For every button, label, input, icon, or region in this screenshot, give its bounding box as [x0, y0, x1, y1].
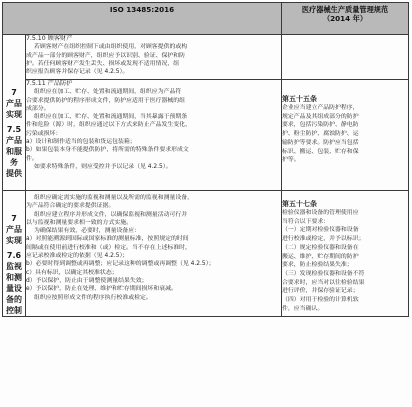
section-word: 产品	[6, 136, 22, 145]
comparison-table	[2, 2, 409, 317]
clause-text-line: b）必要时得到调整或再调整；应记录这种的调整或再调整（见 4.2.5）；	[26, 261, 215, 268]
iso-clause-7-5-10	[26, 35, 282, 80]
section-word: 务	[10, 158, 18, 167]
iso-clause-7-5-11	[26, 80, 282, 191]
table-row	[3, 80, 409, 191]
article-text-line: 要求，防止检验结果失准；	[282, 262, 353, 269]
section-word: 控制	[6, 306, 22, 315]
section-word: 实现	[6, 110, 22, 119]
section-word: 量设	[6, 284, 22, 293]
article-text-line: （二）规定检验仪器和设备在	[282, 244, 359, 251]
article-text-line: 护等。	[282, 157, 300, 164]
section-word: 产品	[6, 225, 22, 234]
clause-text-line: 护。若任何顾客财产发生丢失、损坏或发现不适用情况，组	[26, 60, 180, 67]
section-word: 产品	[6, 99, 22, 108]
section-number: 7	[11, 88, 17, 97]
article-text-line: 企业应当建立产品防护程序，	[282, 105, 359, 111]
clause-text-line: a）对照能溯源到国际或国家标准的测量标准，按照规定的时间	[26, 236, 189, 243]
article-text-line: 当符合以下要求：	[282, 218, 330, 225]
article-title: 第五十五条	[282, 95, 318, 103]
table-header-row	[3, 3, 409, 35]
gmp-title-line1: 医疗器械生产质量管理规范	[301, 5, 389, 14]
clause-text-line: 织应报告顾客并保存记录（见 4.2.5）。	[26, 69, 129, 76]
gmp-empty-cell	[282, 35, 409, 80]
article-text-line: 输防护等要求。防护应当包括	[282, 139, 359, 146]
clause-heading: 7.5.10 顾客财产	[26, 35, 73, 42]
clause-text-line: 为产品符合确定的要求提供证据。	[26, 203, 115, 210]
clause-text-line: 组织应确定需实施的监视和测量以及所需的监视和测量设备，	[34, 195, 194, 201]
clause-text-line: 组织应建立程序并形成文件，以确保监视和测量活动可行并	[34, 211, 188, 218]
clause-heading: 7.5.11 产品防护	[26, 80, 73, 87]
article-title: 第五十七条	[282, 200, 318, 208]
clause-text-line: d）予以保护，防止由于调整使测量结果失效；	[26, 277, 148, 284]
clause-text-line: c）具有标识，以确定其校准状态；	[26, 269, 118, 276]
section-word: 和服	[6, 147, 22, 156]
article-text-line: 规定产品及其组成部分的防护	[282, 113, 359, 120]
clause-text-line: 件。	[26, 155, 38, 162]
section-word: 和测	[6, 273, 22, 282]
clause-text-line: 成产品一部分的顾客财产，组织应予以识别、验证、保护和防	[26, 52, 186, 59]
article-text-line: （一）定期对检验仪器和设备	[282, 227, 359, 234]
section-number: 7.5	[6, 125, 22, 134]
table-row	[3, 191, 409, 317]
clause-text-line: 合要求提供防护的程序形成文件，防护应适用于医疗器械的组	[26, 97, 186, 104]
section-number: 7.6	[6, 251, 22, 260]
clause-text-line: 若顾客财产在组织控制下或由组织使用，对顾客提供的或构	[34, 44, 188, 51]
clause-text-line: 组织应按照形成文件的程序执行校准或检定。	[34, 294, 152, 301]
section-label-7-5	[3, 35, 26, 191]
gmp-article-55	[282, 80, 409, 191]
clause-text-line: 应记录校准或检定的依据（见 4.2.5）；	[26, 253, 129, 260]
clause-text-line: 件和危险（源）时，组织应通过以下方式来防止产品发生变化、	[26, 122, 191, 129]
article-text-line: 护、粉尘防护、腐蚀防护、运	[282, 131, 359, 138]
article-text-line: 检验仪器和设备的管理使用应	[282, 210, 359, 216]
clause-text-line: 污染或损坏：	[26, 130, 62, 137]
section-number: 7	[11, 214, 17, 223]
article-text-line: （四）对用于检验的计算机软	[282, 297, 359, 304]
gmp-title-line2: （2014 年）	[322, 14, 368, 23]
clause-text-line: a）设计和制作适当的包装和货运包装箱；	[26, 139, 136, 146]
clause-text-line: 组织应在加工、贮存、处置和流通期间，组织应为产品符	[34, 89, 182, 96]
iso-title: ISO 13485:2016	[109, 5, 175, 14]
gmp-article-57	[282, 191, 409, 317]
article-text-line: 要求，包括污染防护、静电防	[282, 122, 359, 129]
article-text-line: 进行评价，并保存验证记录；	[282, 288, 359, 295]
section-word: 备的	[6, 295, 22, 304]
section-word: 监视	[6, 262, 22, 271]
article-text-line: 合要求时，应当对以往检验结果	[282, 279, 365, 286]
article-text-line: 进行校准或检定，并予以标识；	[282, 236, 365, 243]
section-word: 提供	[6, 169, 22, 178]
clause-text-line: 为确保结果有效，必要时，测量设备应：	[34, 228, 141, 235]
article-text-line: （三）发现检验仪器和设备不符	[282, 270, 365, 277]
clause-text-line: 间隔或在使用前进行校准和（或）检定。当不存在上述标准时，	[26, 244, 191, 251]
section-word: 实现	[6, 236, 22, 245]
clause-text-line: 如要求特殊条件，则应受控并予以记录（见 4.2.5）。	[34, 163, 172, 170]
table-row	[3, 35, 409, 80]
clause-text-line: e）予以保护，防止在处理、维护和贮存期间损坏和衰减。	[26, 286, 177, 293]
clause-text-line: 以与监视和测量要求相一致的方式实施。	[26, 219, 133, 226]
article-text-line: 标识、搬运、包装、贮存和保	[282, 148, 359, 155]
clause-text-line: 成部分。	[26, 105, 50, 112]
iso-clause-7-6	[26, 191, 282, 317]
gmp-column-header	[282, 3, 409, 35]
article-text-line: 件，应当确认。	[282, 305, 324, 312]
article-text-line: 搬运、维护、贮存期间的防护	[282, 253, 359, 260]
iso-column-header	[3, 3, 282, 35]
clause-text-line: b）如果包装本身不能提供防护，将所需的特殊条件要求形成文	[26, 147, 189, 154]
clause-text-line: 组织应在加工、贮存、处置和流通期间，当其暴露于预期条	[34, 114, 188, 121]
section-label-7-6	[3, 191, 26, 317]
